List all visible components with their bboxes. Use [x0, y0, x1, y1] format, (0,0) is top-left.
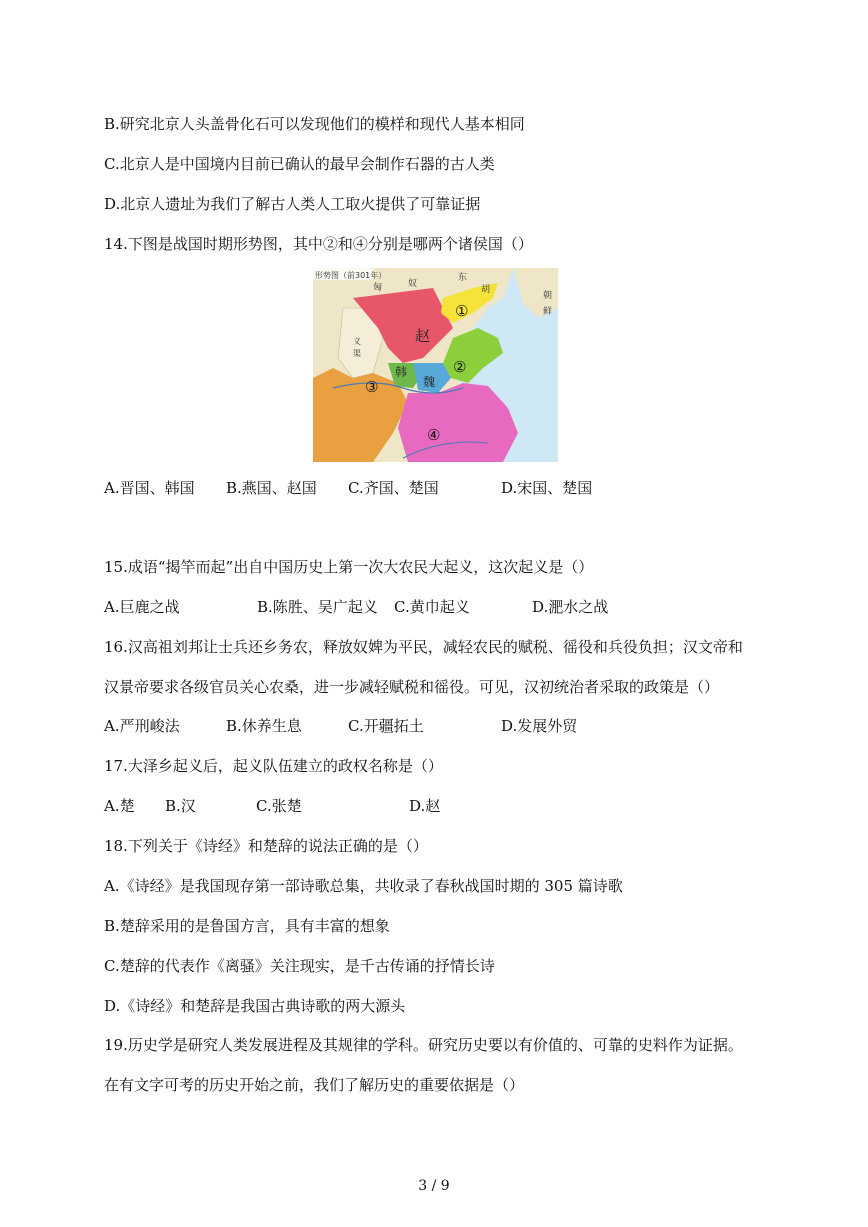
map-title: 形势图（前301年）: [315, 271, 387, 280]
q17-option-c: C.张楚: [256, 797, 302, 815]
label-chaoxian-b: 鲜: [543, 307, 553, 317]
q19-stem-line1: 19.历史学是研究人类发展进程及其规律的学科。研究历史要以有价值的、可靠的史料作为证据。: [104, 1036, 743, 1054]
label-donghu-b: 胡: [481, 285, 491, 295]
q17-option-b: B.汉: [165, 797, 196, 815]
page-number: 3 / 9: [418, 1178, 450, 1194]
label-yiqu-a: 义: [353, 337, 361, 346]
q14-stem: 14.下图是战国时期形势图，其中②和④分别是哪两个诸侯国（）: [104, 235, 533, 253]
q14-option-d: D.宋国、楚国: [501, 479, 593, 497]
q16-stem-line1: 16.汉高祖刘邦让士兵还乡务农，释放奴婢为平民，减轻农民的赋税、徭役和兵役负担；汉文帝和: [104, 638, 743, 656]
q15-option-c: C.黄巾起义: [394, 598, 470, 616]
q17-option-d: D.赵: [409, 797, 441, 815]
q16-option-b: B.休养生息: [226, 717, 302, 735]
q15-option-b: B.陈胜、吴广起义: [257, 598, 378, 616]
label-donghu-a: 东: [458, 273, 468, 283]
map-region-chu: [398, 383, 518, 462]
q17-option-a: A.楚: [104, 797, 135, 815]
q16-option-a: A.严刑峻法: [104, 717, 180, 735]
label-chaoxian-a: 朝: [543, 291, 553, 301]
q15-stem: 15.成语“揭竿而起”出自中国历史上第一次大农民大起义，这次起义是（）: [104, 558, 594, 576]
q13-option-b: B.研究北京人头盖骨化石可以发现他们的模样和现代人基本相同: [104, 115, 525, 133]
q18-option-c: C.楚辞的代表作《离骚》关注现实，是千古传诵的抒情长诗: [104, 957, 495, 975]
q18-option-a: A.《诗经》是我国现存第一部诗歌总集，共收录了春秋战国时期的 305 篇诗歌: [104, 877, 623, 895]
q16-option-d: D.发展外贸: [501, 717, 578, 735]
marker-2: ②: [453, 358, 467, 376]
map-svg: [313, 268, 558, 462]
marker-4: ④: [427, 426, 441, 444]
q17-stem: 17.大泽乡起义后，起义队伍建立的政权名称是（）: [104, 757, 443, 775]
q13-option-c: C.北京人是中国境内目前已确认的最早会制作石器的古人类: [104, 155, 495, 173]
marker-3: ③: [365, 378, 379, 396]
q18-option-b: B.楚辞采用的是鲁国方言，具有丰富的想象: [104, 917, 390, 935]
label-yiqu-b: 渠: [353, 349, 361, 358]
warring-states-map: [313, 268, 558, 462]
q16-stem-line2: 汉景帝要求各级官员关心农桑，进一步减轻赋税和徭役。可见，汉初统治者采取的政策是（）: [104, 678, 720, 696]
q15-option-a: A.巨鹿之战: [104, 598, 180, 616]
label-han: 韩: [395, 365, 408, 379]
q15-option-d: D.淝水之战: [532, 598, 609, 616]
q14-option-a: A.晋国、韩国: [104, 479, 195, 497]
label-wei: 魏: [423, 375, 436, 389]
q16-option-c: C.开疆拓土: [348, 717, 424, 735]
marker-1: ①: [455, 302, 469, 320]
q14-option-c: C.齐国、楚国: [348, 479, 439, 497]
q18-stem: 18.下列关于《诗经》和楚辞的说法正确的是（）: [104, 837, 428, 855]
q19-stem-line2: 在有文字可考的历史开始之前，我们了解历史的重要依据是（）: [104, 1076, 525, 1094]
q13-option-d: D.北京人遗址为我们了解古人类人工取火提供了可靠证据: [104, 195, 481, 213]
label-xiongnu-a: 匈: [373, 283, 383, 293]
label-xiongnu-b: 奴: [408, 279, 418, 289]
label-zhao: 赵: [415, 327, 431, 345]
q18-option-d: D.《诗经》和楚辞是我国古典诗歌的两大源头: [104, 997, 406, 1015]
q14-option-b: B.燕国、赵国: [226, 479, 317, 497]
